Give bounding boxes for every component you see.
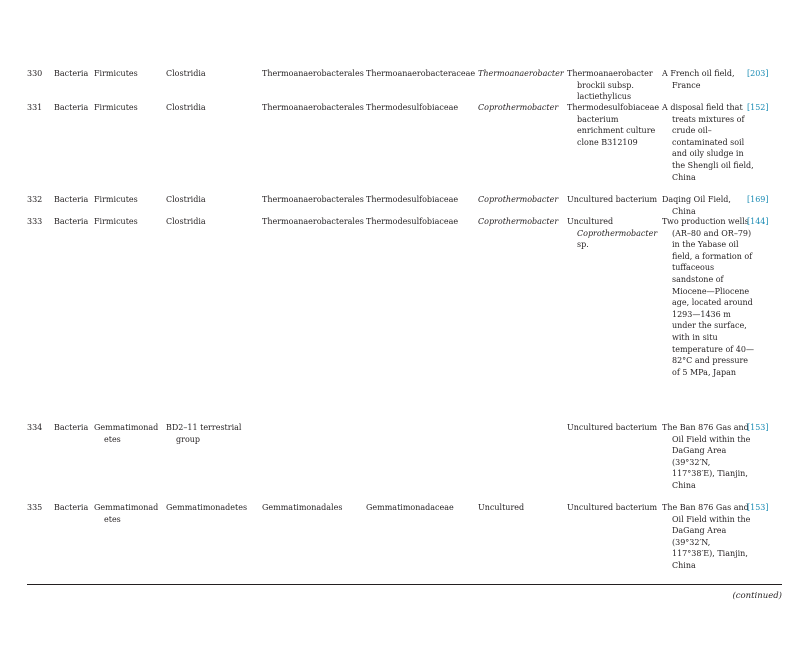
family-cell: Thermodesulfobiaceae xyxy=(366,217,459,226)
domain-cell: Bacteria xyxy=(54,503,89,512)
reference-link[interactable]: [153] xyxy=(747,503,769,512)
reference-link[interactable]: [169] xyxy=(747,195,769,204)
species-prefix: Uncultured xyxy=(567,217,614,226)
row-number: 335 xyxy=(27,503,43,512)
phylum-cell: Gemmatimonadetes xyxy=(94,423,159,444)
phylum-cell: Firmicutes xyxy=(94,103,138,112)
reference-link[interactable]: [203] xyxy=(747,69,769,78)
family-cell: Thermodesulfobiaceae xyxy=(366,195,459,204)
phylum-cell: Firmicutes xyxy=(94,217,138,226)
domain-cell: Bacteria xyxy=(54,69,89,78)
class-cell: BD2–11 terrestrial group xyxy=(166,423,242,444)
source-cell: A disposal field that treats mixtures of crude oil–contaminated soil and oily sludge in the Shengli oil field, China xyxy=(662,103,754,182)
genus-cell: Coprothermobacter xyxy=(478,195,559,204)
species-cell: Uncultured bacterium xyxy=(567,195,658,204)
order-cell: Thermoanaerobacterales xyxy=(262,217,364,226)
row-number: 331 xyxy=(27,103,43,112)
reference-link[interactable]: [153] xyxy=(747,423,769,432)
domain-cell: Bacteria xyxy=(54,195,89,204)
table-bottom-rule xyxy=(27,584,782,585)
source-cell: The Ban 876 Gas and Oil Field within the DaGang Area (39°32′N, 117°38′E), Tianjin, China xyxy=(662,423,751,490)
family-cell: Thermodesulfobiaceae xyxy=(366,103,459,112)
source-cell: The Ban 876 Gas and Oil Field within the DaGang Area (39°32′N, 117°38′E), Tianjin, China xyxy=(662,503,751,570)
order-cell: Gemmatimonadales xyxy=(262,503,343,512)
domain-cell: Bacteria xyxy=(54,103,89,112)
class-cell: Gemmatimonadetes xyxy=(166,503,248,512)
class-cell: Clostridia xyxy=(166,103,206,112)
order-cell: Thermoanaerobacterales xyxy=(262,69,364,78)
class-cell: Clostridia xyxy=(166,69,206,78)
species-cell: Thermoanaerobacter brockii subsp. lactiethylicus xyxy=(567,69,653,102)
domain-cell: Bacteria xyxy=(54,423,89,432)
family-cell: Gemmatimonadaceae xyxy=(366,503,454,512)
domain-cell: Bacteria xyxy=(54,217,89,226)
source-cell: Daqing Oil Field, China xyxy=(662,195,731,216)
row-number: 334 xyxy=(27,423,43,432)
species-cell: Thermodesulfobiaceae bacterium enrichment culture clone B312109 xyxy=(567,103,660,147)
class-cell: Clostridia xyxy=(166,195,206,204)
genus-cell: Coprothermobacter xyxy=(478,103,559,112)
source-cell: Two production wells (AR–80 and OR–79) in the Yabase oil field, a formation of tuffaceous sandstone of Miocene—Pliocene age, located around 1293—1436 m under the surface, with in situ temperature of 40—82°C and pressure of 5 MPa, Japan xyxy=(662,217,754,377)
phylum-cell: Gemmatimonadetes xyxy=(94,503,159,524)
phylum-cell: Firmicutes xyxy=(94,69,138,78)
order-cell: Thermoanaerobacterales xyxy=(262,103,364,112)
genus-cell: Coprothermobacter xyxy=(478,217,559,226)
order-cell: Thermoanaerobacterales xyxy=(262,195,364,204)
species-cell xyxy=(567,216,667,251)
species-suffix: sp. xyxy=(577,240,589,250)
phylum-cell: Firmicutes xyxy=(94,195,138,204)
genus-cell: Thermoanaerobacter xyxy=(478,69,564,78)
genus-cell: Uncultured xyxy=(478,503,525,512)
source-cell: A French oil field, France xyxy=(662,69,735,90)
class-cell: Clostridia xyxy=(166,217,206,226)
reference-link[interactable]: [152] xyxy=(747,103,769,112)
reference-link[interactable]: [144] xyxy=(747,217,769,226)
continued-note: (continued) xyxy=(732,591,782,601)
species-cell: Uncultured bacterium xyxy=(567,503,658,512)
family-cell: Thermoanaerobacteraceae xyxy=(366,69,476,78)
species-cell: Uncultured bacterium xyxy=(567,423,658,432)
row-number: 330 xyxy=(27,69,43,78)
row-number: 332 xyxy=(27,195,43,204)
species-genus: Coprothermobacter xyxy=(577,228,658,238)
row-number: 333 xyxy=(27,217,43,226)
